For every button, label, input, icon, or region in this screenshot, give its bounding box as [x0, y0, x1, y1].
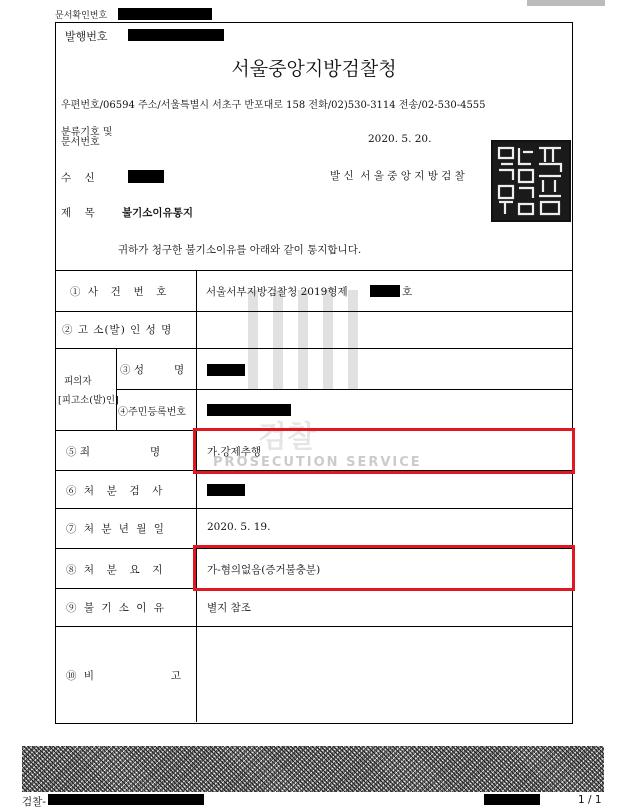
disposition-summary-label: ⑧ 처 분 요 지: [66, 564, 165, 576]
remarks-label: ⑩ 비 고: [66, 670, 183, 682]
page-indicator: 1 / 1: [578, 794, 602, 806]
resident-number-label: ④주민등록번호: [118, 407, 186, 418]
case-number-value-prefix: 서울서부지방검찰청 2019형제: [206, 286, 348, 298]
case-number-label: ① 사 건 번 호: [70, 286, 169, 298]
case-number-redaction: [370, 285, 400, 297]
suspect-label: 피의자: [64, 376, 92, 387]
prosecutor-redaction: [207, 484, 245, 496]
classification-label: 분류기호 및 문서번호: [61, 127, 113, 148]
recipient-redaction: [128, 170, 164, 183]
suspect-sublabel: [피고소(발)인]: [58, 395, 119, 406]
security-noise-band: [22, 746, 604, 792]
top-right-redaction: [527, 0, 605, 6]
name-label: ③ 성 명: [120, 364, 185, 376]
complainant-label: ② 고 소(발) 인 성 명: [62, 324, 173, 336]
table-line: [55, 508, 572, 509]
table-line: [55, 626, 572, 627]
disposition-date-label: ⑦ 처 분 년 월 일: [66, 523, 166, 535]
issue-number-label: 발행번호: [65, 30, 108, 43]
recipient-label: 수 신: [61, 172, 95, 184]
resident-number-redaction: [207, 404, 291, 416]
doc-date: 2020. 5. 20.: [368, 133, 432, 145]
reason-value: 별지 참조: [207, 602, 251, 614]
official-seal: [491, 140, 571, 222]
prosecutor-label: ⑥ 처 분 검 사: [66, 485, 165, 497]
watermark-service-text: PROSECUTION SERVICE: [213, 455, 422, 470]
charge-highlight-box: [193, 428, 575, 474]
subject-value: 불기소이유통지: [122, 207, 194, 219]
address-line: 우편번호/06594 주소/서울특별시 서초구 반포대로 158 전화/02)530-3114 전송/02-530-4555: [61, 100, 486, 111]
doc-confirm-label: 문서확인번호: [55, 11, 108, 21]
charge-value: 가.강제추행: [207, 446, 262, 458]
footer-redaction-left: [48, 794, 204, 805]
charge-label: ⑤ 죄 명: [66, 446, 161, 458]
subject-label: 제 목: [61, 207, 95, 219]
footer-left-label: 검찰-: [22, 796, 47, 808]
table-divider: [196, 270, 197, 722]
summary-highlight-box: [193, 545, 575, 591]
intro-text: 귀하가 청구한 불기소이유를 아래와 같이 통지합니다.: [118, 244, 362, 256]
doc-confirm-redaction: [118, 8, 212, 20]
reason-label: ⑨ 불 기 소 이 유: [66, 602, 166, 614]
table-line: [55, 270, 572, 271]
seal-pattern-icon: [493, 142, 569, 220]
issue-number-redaction: [128, 29, 224, 41]
disposition-summary-value: 가-혐의없음(증거불충분): [207, 564, 321, 576]
sender-text: 발 신 서 울 중 앙 지 방 검 찰: [330, 170, 465, 182]
table-divider: [116, 348, 117, 430]
watermark-logo: 검찰: [258, 420, 316, 455]
footer-redaction-right: [484, 794, 540, 805]
disposition-date-value: 2020. 5. 19.: [207, 521, 271, 533]
name-redaction: [207, 364, 245, 376]
agency-title: 서울중앙지방검찰청: [231, 58, 397, 80]
watermark-columns: [228, 290, 378, 394]
case-number-suffix: 호: [402, 286, 413, 298]
